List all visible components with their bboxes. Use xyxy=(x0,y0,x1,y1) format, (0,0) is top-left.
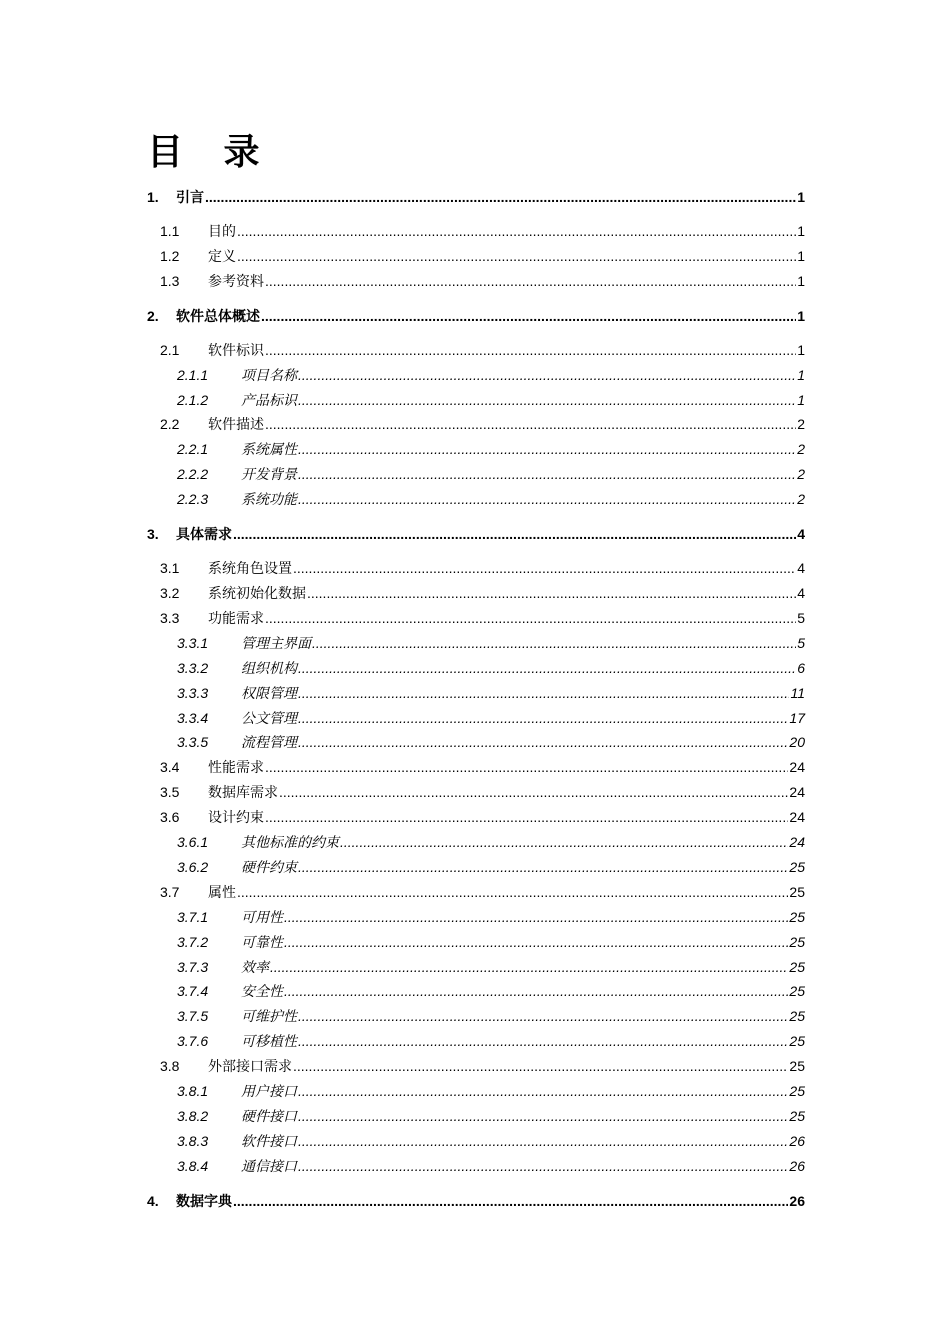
toc-entry-page: 11 xyxy=(790,685,805,701)
toc-entry-text: 系统角色设置 xyxy=(208,560,292,576)
toc-entry[interactable] xyxy=(147,1105,805,1125)
toc-entry-page: 26 xyxy=(789,1193,805,1209)
toc-entry[interactable] xyxy=(147,220,805,240)
toc-entry[interactable] xyxy=(147,731,805,751)
toc-entry-text: 性能需求 xyxy=(208,759,264,775)
toc-entry-text: 安全性 xyxy=(241,983,283,999)
toc-entry-number: 3.3.5 xyxy=(177,734,209,750)
toc-entry-text: 具体需求 xyxy=(176,526,232,542)
toc-entry-text: 公文管理 xyxy=(241,710,297,726)
toc-leader-dots xyxy=(298,465,796,483)
toc-entry-page: 25 xyxy=(789,859,805,875)
toc-leader-dots xyxy=(312,634,796,652)
toc-entry[interactable] xyxy=(147,956,805,976)
toc-entry[interactable] xyxy=(147,1190,805,1210)
toc-entry[interactable] xyxy=(147,582,805,602)
toc-leader-dots xyxy=(298,733,788,751)
toc-entry-text: 数据库需求 xyxy=(208,784,278,800)
toc-leader-dots xyxy=(298,1032,788,1050)
toc-entry-number: 3.6.2 xyxy=(177,859,209,875)
toc-entry-number: 1.1 xyxy=(160,223,180,239)
toc-entry-number: 3.8.1 xyxy=(177,1083,209,1099)
toc-leader-dots xyxy=(237,883,788,901)
toc-entry-page: 25 xyxy=(789,983,805,999)
toc-entry-page: 1 xyxy=(797,273,805,289)
toc-entry-text: 用户接口 xyxy=(241,1083,297,1099)
toc-entry-page: 25 xyxy=(789,1033,805,1049)
toc-entry[interactable] xyxy=(147,632,805,652)
toc-entry-number: 3.8.2 xyxy=(177,1108,209,1124)
toc-entry-page: 26 xyxy=(789,1133,805,1149)
toc-entry-text: 其他标准的约束 xyxy=(241,834,339,850)
toc-entry[interactable] xyxy=(147,1155,805,1175)
toc-entry-number: 1. xyxy=(147,189,159,205)
toc-entry[interactable] xyxy=(147,1055,805,1075)
toc-entry[interactable] xyxy=(147,1005,805,1025)
toc-entry-text: 系统初始化数据 xyxy=(208,585,306,601)
toc-leader-dots xyxy=(265,415,796,433)
toc-entry[interactable] xyxy=(147,906,805,926)
toc-entry-page: 5 xyxy=(797,610,805,626)
toc-title: 目 录 xyxy=(147,131,274,173)
toc-entry-page: 25 xyxy=(789,1008,805,1024)
toc-entry-text: 参考资料 xyxy=(208,273,264,289)
toc-entry-number: 1.2 xyxy=(160,248,180,264)
toc-leader-dots xyxy=(284,908,788,926)
toc-entry-number: 3.8.4 xyxy=(177,1158,209,1174)
toc-entry-page: 1 xyxy=(797,248,805,264)
toc-entry-page: 17 xyxy=(789,710,805,726)
toc-entry[interactable] xyxy=(147,364,805,384)
toc-entry[interactable] xyxy=(147,488,805,508)
toc-entry-text: 软件总体概述 xyxy=(176,308,260,324)
toc-entry-text: 通信接口 xyxy=(241,1158,297,1174)
toc-entry-number: 2.1.1 xyxy=(177,367,209,383)
toc-entry-page: 4 xyxy=(797,585,805,601)
toc-entry-number: 3.7.1 xyxy=(177,909,209,925)
toc-entry-text: 属性 xyxy=(208,884,236,900)
toc-entry-page: 24 xyxy=(789,784,805,800)
toc-entry[interactable] xyxy=(147,245,805,265)
toc-entry-text: 可靠性 xyxy=(241,934,283,950)
toc-entry[interactable] xyxy=(147,339,805,359)
toc-entry-number: 3.8 xyxy=(160,1058,180,1074)
toc-entry-page: 1 xyxy=(797,392,805,408)
toc-entry[interactable] xyxy=(147,856,805,876)
toc-leader-dots xyxy=(265,808,788,826)
toc-entry[interactable] xyxy=(147,682,805,702)
toc-entry-page: 1 xyxy=(797,342,805,358)
toc-entry-number: 3.7.5 xyxy=(177,1008,209,1024)
toc-leader-dots xyxy=(293,1057,788,1075)
toc-leader-dots xyxy=(233,1192,788,1210)
toc-entry-text: 系统属性 xyxy=(241,441,297,457)
toc-entry-number: 3.3.4 xyxy=(177,710,209,726)
toc-leader-dots xyxy=(298,366,796,384)
toc-entry-text: 开发背景 xyxy=(241,466,297,482)
toc-entry-text: 功能需求 xyxy=(208,610,264,626)
toc-entry-text: 系统功能 xyxy=(241,491,297,507)
toc-entry-number: 2.2 xyxy=(160,416,180,432)
toc-leader-dots xyxy=(265,609,796,627)
toc-entry-number: 3.7 xyxy=(160,884,180,900)
toc-entry-text: 软件标识 xyxy=(208,342,264,358)
toc-entry[interactable] xyxy=(147,1030,805,1050)
toc-entry-number: 1.3 xyxy=(160,273,180,289)
toc-entry-number: 3.7.4 xyxy=(177,983,209,999)
toc-entry[interactable] xyxy=(147,980,805,1000)
toc-leader-dots xyxy=(205,188,796,206)
toc-leader-dots xyxy=(270,958,788,976)
toc-entry-text: 流程管理 xyxy=(241,734,297,750)
toc-entry-page: 20 xyxy=(789,734,805,750)
toc-leader-dots xyxy=(265,272,796,290)
toc-leader-dots xyxy=(237,222,796,240)
toc-entry-text: 引言 xyxy=(176,189,204,205)
toc-entry-page: 4 xyxy=(797,560,805,576)
toc-entry-number: 3.3.3 xyxy=(177,685,209,701)
toc-leader-dots xyxy=(293,559,796,577)
toc-entry[interactable] xyxy=(147,707,805,727)
toc-entry-number: 3.5 xyxy=(160,784,180,800)
toc-entry-page: 25 xyxy=(789,1108,805,1124)
toc-entry[interactable] xyxy=(147,657,805,677)
toc-entry[interactable] xyxy=(147,438,805,458)
toc-entry-text: 软件描述 xyxy=(208,416,264,432)
toc-entry[interactable] xyxy=(147,881,805,901)
toc-leader-dots xyxy=(298,1007,788,1025)
toc-entry[interactable] xyxy=(147,389,805,409)
toc-entry-number: 3.4 xyxy=(160,759,180,775)
toc-entry-text: 可维护性 xyxy=(241,1008,297,1024)
toc-entry-page: 5 xyxy=(797,635,805,651)
toc-leader-dots xyxy=(284,982,788,1000)
toc-entry-number: 4. xyxy=(147,1193,159,1209)
toc-entry-number: 3.1 xyxy=(160,560,180,576)
toc-entry-text: 外部接口需求 xyxy=(208,1058,292,1074)
toc-entry[interactable] xyxy=(147,413,805,433)
toc-entry-text: 目的 xyxy=(208,223,236,239)
toc-entry-page: 25 xyxy=(789,959,805,975)
toc-leader-dots xyxy=(298,858,788,876)
toc-entry-text: 产品标识 xyxy=(241,392,297,408)
toc-entry-number: 3.6.1 xyxy=(177,834,209,850)
toc-leader-dots xyxy=(298,1107,788,1125)
toc-entry[interactable] xyxy=(147,523,805,543)
toc-entry-number: 2.1 xyxy=(160,342,180,358)
toc-entry-text: 软件接口 xyxy=(241,1133,297,1149)
toc-entry[interactable] xyxy=(147,557,805,577)
toc-entry-page: 24 xyxy=(789,809,805,825)
toc-leader-dots xyxy=(298,1157,788,1175)
toc-leader-dots xyxy=(298,391,796,409)
toc-entry-number: 3.3.1 xyxy=(177,635,209,651)
toc-entry-page: 2 xyxy=(797,416,805,432)
toc-leader-dots xyxy=(307,584,796,602)
toc-leader-dots xyxy=(298,684,789,702)
toc-entry-page: 1 xyxy=(797,189,805,205)
toc-entry-page: 2 xyxy=(797,466,805,482)
toc-entry-text: 硬件约束 xyxy=(241,859,297,875)
toc-entry-number: 3.7.6 xyxy=(177,1033,209,1049)
toc-entry-number: 3.6 xyxy=(160,809,180,825)
toc-leader-dots xyxy=(284,933,788,951)
toc-leader-dots xyxy=(265,341,796,359)
toc-entry-text: 可用性 xyxy=(241,909,283,925)
toc-leader-dots xyxy=(298,709,788,727)
toc-entry[interactable] xyxy=(147,305,805,325)
toc-leader-dots xyxy=(279,783,788,801)
toc-entry-page: 25 xyxy=(789,1058,805,1074)
toc-leader-dots xyxy=(261,307,796,325)
toc-entry[interactable] xyxy=(147,806,805,826)
toc-entry[interactable] xyxy=(147,831,805,851)
toc-entry-number: 3.7.2 xyxy=(177,934,209,950)
toc-entry[interactable] xyxy=(147,1130,805,1150)
toc-leader-dots xyxy=(237,247,796,265)
toc-entry-page: 6 xyxy=(797,660,805,676)
toc-entry[interactable] xyxy=(147,186,805,206)
toc-entry-page: 1 xyxy=(797,367,805,383)
toc-entry-text: 权限管理 xyxy=(241,685,297,701)
toc-entry-text: 定义 xyxy=(208,248,236,264)
toc-entry[interactable] xyxy=(147,607,805,627)
toc-entry-text: 项目名称 xyxy=(241,367,297,383)
toc-entry[interactable] xyxy=(147,270,805,290)
toc-entry-text: 组织机构 xyxy=(241,660,297,676)
toc-entry[interactable] xyxy=(147,781,805,801)
toc-entry-page: 2 xyxy=(797,441,805,457)
toc-entry-text: 可移植性 xyxy=(241,1033,297,1049)
toc-leader-dots xyxy=(233,525,796,543)
toc-leader-dots xyxy=(298,440,796,458)
toc-entry-page: 25 xyxy=(789,934,805,950)
toc-entry-text: 数据字典 xyxy=(176,1193,232,1209)
toc-entry-number: 2.2.2 xyxy=(177,466,209,482)
toc-leader-dots xyxy=(340,833,788,851)
toc-leader-dots xyxy=(298,1082,788,1100)
toc-leader-dots xyxy=(298,1132,788,1150)
toc-entry-text: 管理主界面 xyxy=(241,635,311,651)
toc-entry-page: 4 xyxy=(797,526,805,542)
toc-entry-text: 效率 xyxy=(241,959,269,975)
toc-leader-dots xyxy=(265,758,788,776)
toc-entry[interactable] xyxy=(147,756,805,776)
toc-entry-page: 2 xyxy=(797,491,805,507)
toc-entry-page: 25 xyxy=(789,909,805,925)
toc-entry-page: 24 xyxy=(789,759,805,775)
toc-entry-number: 3.8.3 xyxy=(177,1133,209,1149)
toc-entry-number: 3. xyxy=(147,526,159,542)
toc-entry-page: 1 xyxy=(797,223,805,239)
toc-entry-text: 设计约束 xyxy=(208,809,264,825)
toc-entry-number: 2.2.1 xyxy=(177,441,209,457)
toc-entry-page: 25 xyxy=(789,884,805,900)
toc-entry-number: 2.1.2 xyxy=(177,392,209,408)
toc-entry-page: 24 xyxy=(789,834,805,850)
toc-leader-dots xyxy=(298,490,796,508)
toc-entry-number: 2. xyxy=(147,308,159,324)
toc-entry-page: 26 xyxy=(789,1158,805,1174)
toc-entry[interactable] xyxy=(147,463,805,483)
toc-entry-number: 3.7.3 xyxy=(177,959,209,975)
toc-entry-number: 3.3.2 xyxy=(177,660,209,676)
toc-entry-page: 1 xyxy=(797,308,805,324)
toc-entry-page: 25 xyxy=(789,1083,805,1099)
toc-leader-dots xyxy=(298,659,796,677)
toc-entry-number: 3.3 xyxy=(160,610,180,626)
toc-entry-number: 3.2 xyxy=(160,585,180,601)
toc-entry-text: 硬件接口 xyxy=(241,1108,297,1124)
toc-entry[interactable] xyxy=(147,931,805,951)
toc-entry[interactable] xyxy=(147,1080,805,1100)
toc-entry-number: 2.2.3 xyxy=(177,491,209,507)
